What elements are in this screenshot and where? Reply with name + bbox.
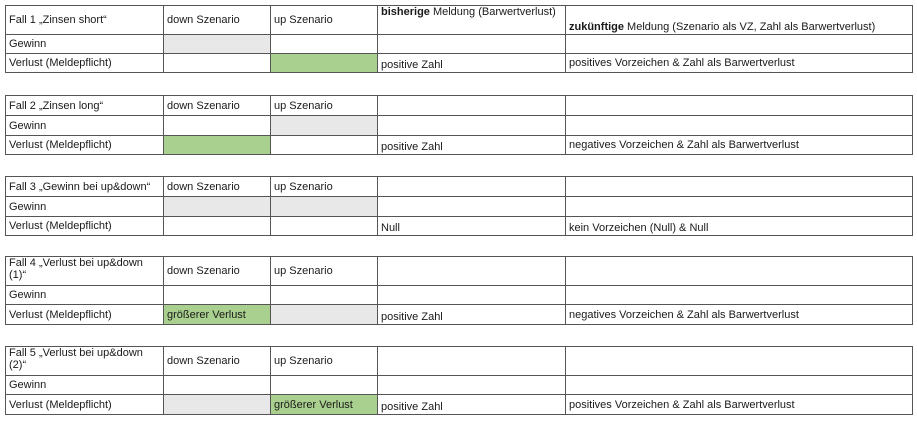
row-label-gewinn: Gewinn — [6, 35, 164, 54]
gewinn-bisherige-cell — [378, 197, 566, 217]
header-down: down Szenario — [164, 347, 271, 376]
zukuenftige-value: negatives Vorzeichen & Zahl als Barwertverlust — [566, 136, 913, 155]
header-bisherige-empty — [378, 347, 566, 376]
row-label-gewinn: Gewinn — [6, 197, 164, 217]
gewinn-zukuenftige-cell — [566, 286, 913, 305]
gewinn-bisherige-cell — [378, 35, 566, 54]
case-title: Fall 2 „Zinsen long“ — [6, 96, 164, 116]
gewinn-down-cell — [164, 286, 271, 305]
verlust-up-cell: größerer Verlust — [271, 395, 378, 415]
case-table-5 — [5, 346, 913, 415]
header-bisherige-empty — [378, 96, 566, 116]
header-zukuenftige-empty — [566, 96, 913, 116]
case-title: Fall 5 „Verlust bei up&down (2)“ — [6, 347, 164, 376]
header-bisherige-empty — [378, 177, 566, 197]
gewinn-bisherige-cell — [378, 376, 566, 395]
row-label-gewinn: Gewinn — [6, 116, 164, 136]
row-label-verlust: Verlust (Meldepflicht) — [6, 217, 164, 236]
gewinn-zukuenftige-cell — [566, 116, 913, 136]
header-zukuenftige-empty — [566, 347, 913, 376]
verlust-up-cell — [271, 217, 378, 236]
gewinn-up-cell — [271, 116, 378, 136]
header-up: up Szenario — [271, 347, 378, 376]
header-up: up Szenario — [271, 6, 378, 35]
gewinn-up-cell — [271, 197, 378, 217]
case-title: Fall 1 „Zinsen short“ — [6, 6, 164, 35]
zukuenftige-value: kein Vorzeichen (Null) & Null — [566, 217, 913, 236]
header-down: down Szenario — [164, 257, 271, 286]
row-label-verlust: Verlust (Meldepflicht) — [6, 54, 164, 73]
gewinn-down-cell — [164, 376, 271, 395]
gewinn-zukuenftige-cell — [566, 197, 913, 217]
header-zukuenftige-bold: zukünftige — [569, 21, 624, 33]
verlust-down-cell — [164, 395, 271, 415]
gewinn-zukuenftige-cell — [566, 35, 913, 54]
bisherige-value: Null — [378, 217, 566, 236]
case-title: Fall 4 „Verlust bei up&down (1)“ — [6, 257, 164, 286]
gewinn-down-cell — [164, 35, 271, 54]
case-table-4 — [5, 256, 913, 325]
gewinn-down-cell — [164, 197, 271, 217]
zukuenftige-value: positives Vorzeichen & Zahl als Barwertverlust — [566, 395, 913, 415]
gewinn-bisherige-cell — [378, 286, 566, 305]
bisherige-value: positive Zahl — [378, 305, 566, 325]
zukuenftige-value: negatives Vorzeichen & Zahl als Barwertverlust — [566, 305, 913, 325]
gewinn-up-cell — [271, 286, 378, 305]
case-title: Fall 3 „Gewinn bei up&down“ — [6, 177, 164, 197]
verlust-up-cell — [271, 54, 378, 73]
gewinn-up-cell — [271, 376, 378, 395]
gewinn-up-cell — [271, 35, 378, 54]
gewinn-zukuenftige-cell — [566, 376, 913, 395]
verlust-down-cell: größerer Verlust — [164, 305, 271, 325]
verlust-up-cell — [271, 136, 378, 155]
case-table-3 — [5, 176, 913, 236]
zukuenftige-value: positives Vorzeichen & Zahl als Barwertverlust — [566, 54, 913, 73]
row-label-verlust: Verlust (Meldepflicht) — [6, 305, 164, 325]
gewinn-bisherige-cell — [378, 116, 566, 136]
header-up: up Szenario — [271, 257, 378, 286]
case-table-2 — [5, 95, 913, 155]
bisherige-value: positive Zahl — [378, 395, 566, 415]
case-table-1 — [5, 5, 913, 73]
gewinn-down-cell — [164, 116, 271, 136]
verlust-down-cell — [164, 54, 271, 73]
header-zukuenftige — [566, 6, 913, 35]
header-bisherige-empty — [378, 257, 566, 286]
header-zukuenftige-empty — [566, 177, 913, 197]
verlust-up-cell — [271, 305, 378, 325]
bisherige-value: positive Zahl — [378, 136, 566, 155]
header-zukuenftige-empty — [566, 257, 913, 286]
header-bisherige-bold: bisherige — [381, 6, 430, 18]
row-label-gewinn: Gewinn — [6, 286, 164, 305]
header-up: up Szenario — [271, 96, 378, 116]
header-bisherige — [378, 6, 566, 35]
row-label-verlust: Verlust (Meldepflicht) — [6, 136, 164, 155]
verlust-down-cell — [164, 217, 271, 236]
row-label-gewinn: Gewinn — [6, 376, 164, 395]
header-zukuenftige-rest: Meldung (Szenario als VZ, Zahl als Barwertverlust) — [624, 21, 876, 33]
header-up: up Szenario — [271, 177, 378, 197]
header-down: down Szenario — [164, 96, 271, 116]
bisherige-value: positive Zahl — [378, 54, 566, 73]
header-down: down Szenario — [164, 6, 271, 35]
header-down: down Szenario — [164, 177, 271, 197]
header-bisherige-rest: Meldung (Barwertverlust) — [429, 6, 556, 18]
row-label-verlust: Verlust (Meldepflicht) — [6, 395, 164, 415]
verlust-down-cell — [164, 136, 271, 155]
